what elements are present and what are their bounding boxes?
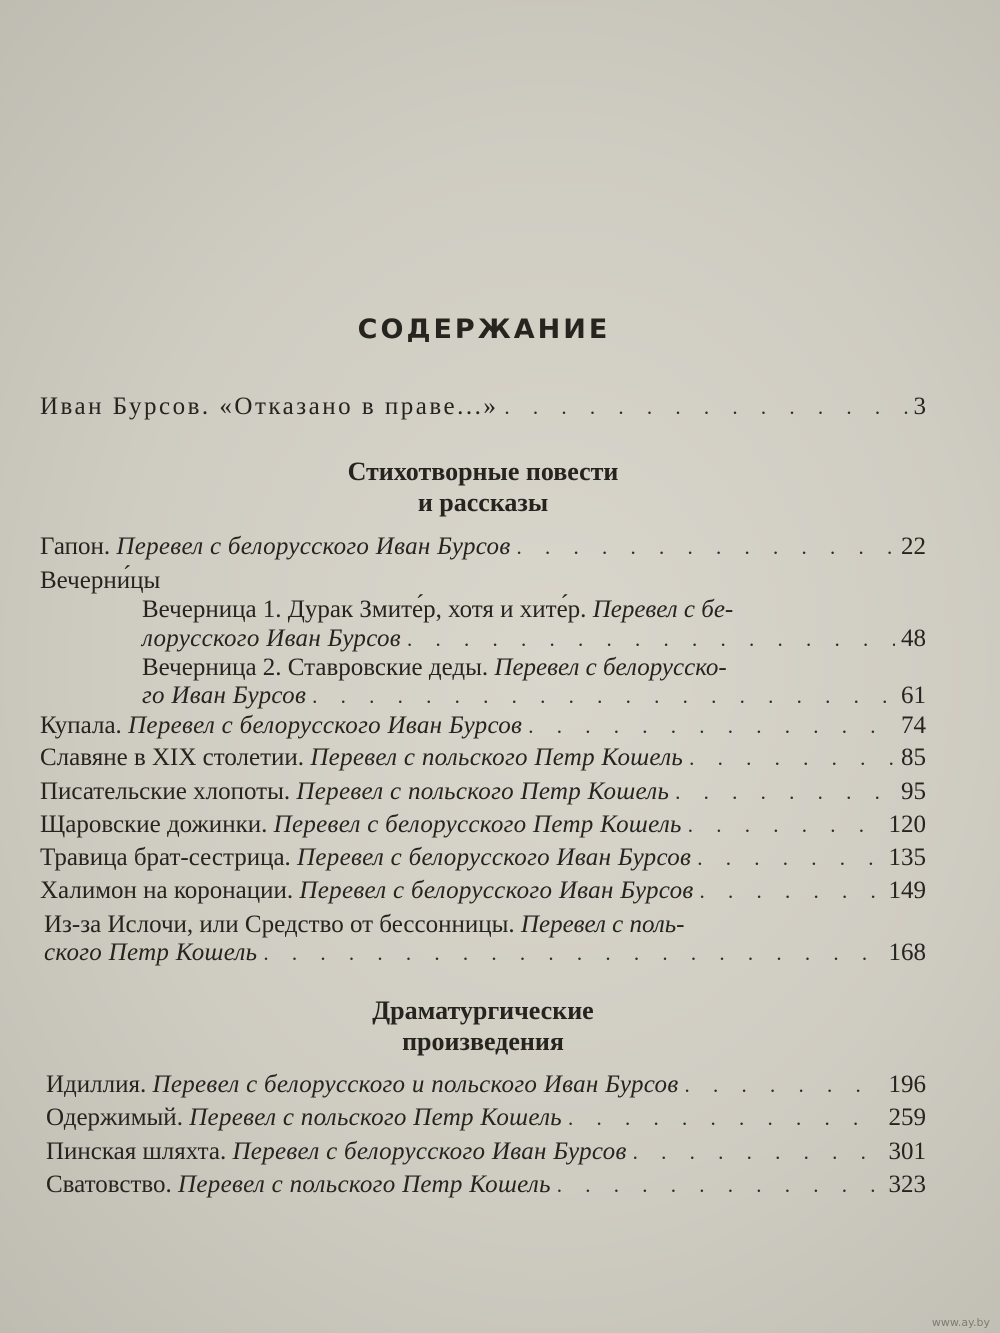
entry-note: Перевел с белорусского Петр Кошель xyxy=(273,811,682,838)
toc-entry xyxy=(46,1070,926,1100)
entry-page: 135 xyxy=(888,844,926,871)
entry-title: Травица брат-сестрица. xyxy=(40,844,291,871)
page-title: СОДЕРЖАНИЕ xyxy=(357,314,611,345)
entry-text xyxy=(40,810,682,840)
entry-note: ского Петр Кошель xyxy=(44,939,258,966)
toc-group-title: Вечерни́цы xyxy=(40,567,161,594)
toc-entry-line xyxy=(142,595,733,625)
entry-page: 168 xyxy=(888,939,926,966)
leader-dots xyxy=(562,1103,883,1133)
entry-title: Одержимый. xyxy=(46,1104,183,1131)
entry-note: Перевел с польского Петр Кошель xyxy=(296,778,670,805)
entry-text xyxy=(40,777,669,807)
entry-note: Перевел с польского Петр Кошель xyxy=(178,1171,551,1198)
toc-entry-line xyxy=(44,910,684,940)
section-heading-drama xyxy=(0,995,983,1057)
toc-entry xyxy=(40,810,926,840)
toc-entry xyxy=(44,938,926,968)
entry-note: Перевел с поль- xyxy=(520,911,685,938)
entry-text xyxy=(44,938,257,968)
leader-dots xyxy=(682,810,883,840)
leader-dots xyxy=(691,843,882,873)
entry-text xyxy=(46,1170,551,1200)
toc-entry xyxy=(40,876,926,906)
entry-title: Из-за Ислочи, или Средство от бессонницы. xyxy=(44,911,515,938)
entry-text xyxy=(40,843,691,873)
watermark: www.ay.by xyxy=(931,1316,990,1329)
leader-dots xyxy=(257,938,882,968)
leader-dots xyxy=(306,681,895,711)
entry-page: 95 xyxy=(901,778,926,805)
entry-note: Перевел с белорусского Иван Бурсов xyxy=(297,844,692,871)
entry-title: Пинская шляхта. xyxy=(46,1138,227,1165)
entry-note: лорусского Иван Бурсов xyxy=(142,625,401,652)
leader-dots xyxy=(522,711,895,741)
section-heading-poems xyxy=(0,456,983,518)
toc-entry xyxy=(46,1170,926,1200)
toc-entry xyxy=(46,1137,926,1167)
toc-entry-line xyxy=(142,653,727,683)
entry-page: 61 xyxy=(901,682,926,709)
toc-entry xyxy=(40,743,926,773)
entry-text xyxy=(46,1103,562,1133)
entry-title: Иван Бурсов. «Отказано в праве...» xyxy=(40,393,499,420)
entry-note: Перевел с польского Петр Кошель xyxy=(310,744,684,771)
entry-title: Щаровские дожинки. xyxy=(40,811,268,838)
entry-text xyxy=(142,624,401,654)
entry-page: 3 xyxy=(913,393,926,420)
toc-entry xyxy=(40,711,926,741)
leader-dots xyxy=(694,876,883,906)
entry-title: Писательские хлопоты. xyxy=(40,778,291,805)
section-heading-line: и рассказы xyxy=(417,488,549,517)
entry-text xyxy=(142,681,306,711)
entry-page: 22 xyxy=(901,533,926,560)
entry-text xyxy=(40,876,694,906)
leader-dots xyxy=(678,1070,882,1100)
toc-entry xyxy=(40,843,926,873)
leader-dots xyxy=(683,743,895,773)
entry-note: го Иван Бурсов xyxy=(142,682,307,709)
section-heading-line: произведения xyxy=(402,1027,564,1056)
entry-title: Вечерница 1. Дурак Змите́р, хотя и хите́р. xyxy=(142,596,587,623)
entry-page: 301 xyxy=(888,1138,926,1165)
entry-text xyxy=(46,1070,678,1100)
entry-text xyxy=(46,1137,627,1167)
entry-text xyxy=(40,532,511,562)
toc-entry xyxy=(142,624,926,654)
entry-note: Перевел с бе- xyxy=(592,596,734,623)
entry-note: Перевел с белорусско- xyxy=(494,654,727,681)
leader-dots xyxy=(401,624,895,654)
section-heading-line: Драматургические xyxy=(372,996,594,1025)
toc-entry-intro xyxy=(40,392,926,422)
toc-entry xyxy=(46,1103,926,1133)
leader-dots xyxy=(669,777,895,807)
entry-title: Гапон. xyxy=(40,533,111,560)
entry-note: Перевел с белорусского Иван Бурсов xyxy=(128,712,523,739)
toc-entry xyxy=(40,777,926,807)
entry-text xyxy=(40,743,683,773)
leader-dots xyxy=(498,392,907,422)
toc-entry xyxy=(142,681,926,711)
entry-page: 120 xyxy=(888,811,926,838)
entry-text xyxy=(40,711,522,741)
entry-page: 48 xyxy=(901,625,926,652)
entry-page: 149 xyxy=(888,877,926,904)
section-heading-line: Стихотворные повести xyxy=(347,457,619,486)
entry-title: Вечерница 2. Ставровские деды. xyxy=(142,654,489,681)
entry-note: Перевел с белорусского Иван Бурсов xyxy=(116,533,511,560)
entry-title: Славяне в XIX столетии. xyxy=(40,744,305,771)
entry-title: Халимон на коронации. xyxy=(40,877,294,904)
entry-note: Перевел с польского Петр Кошель xyxy=(189,1104,562,1131)
entry-title: Купала. xyxy=(40,712,122,739)
leader-dots xyxy=(551,1170,883,1200)
entry-title: Сватовство. xyxy=(46,1171,172,1198)
entry-note: Перевел с белорусского Иван Бурсов xyxy=(232,1138,627,1165)
entry-page: 323 xyxy=(888,1171,926,1198)
entry-page: 85 xyxy=(901,744,926,771)
entry-page: 74 xyxy=(901,712,926,739)
leader-dots xyxy=(511,532,895,562)
entry-title: Идиллия. xyxy=(46,1071,147,1098)
entry-page: 259 xyxy=(888,1104,926,1131)
entry-page: 196 xyxy=(888,1071,926,1098)
entry-note: Перевел с белорусского и польского Иван Бурсов xyxy=(152,1071,679,1098)
leader-dots xyxy=(627,1137,883,1167)
toc-entry xyxy=(40,532,926,562)
entry-note: Перевел с белорусского Иван Бурсов xyxy=(299,877,694,904)
